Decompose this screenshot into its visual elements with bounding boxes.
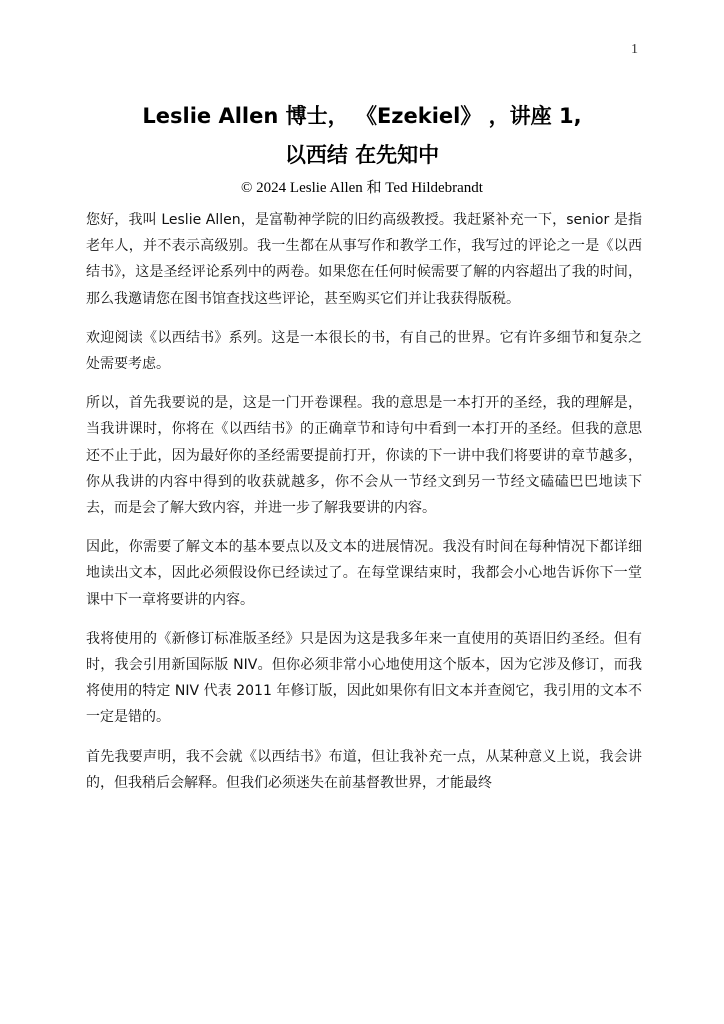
body-text	[86, 207, 642, 809]
paragraph-1: 您好，我叫 Leslie Allen，是富勒神学院的旧约高级教授。我赶紧补充一下，senior 是指老年人，并不表示高级别。我一生都在从事写作和教学工作，我写过的评论之一是《以西结书》，这是圣经评论系列中的两卷。如果您在任何时候需要了解的内容超出了我的时间，那么我邀请您在图书馆查找这些评论，甚至购买它们并让我获得版税。	[86, 212, 642, 307]
paragraph-3: 所以，首先我要说的是，这是一门开卷课程。我的意思是一本打开的圣经，我的理解是，当我讲课时，你将在《以西结书》的正确章节和诗句中看到一本打开的圣经。但我的意思还不止于此，因为最好你的圣经需要提前打开，你读的下一讲中我们将要讲的章节越多，你从我讲的内容中得到的收获就越多，你不会从一节经文到另一节经文磕磕巴巴地读下去，而是会了解大致内容，并进一步了解我要讲的内容。	[86, 395, 642, 517]
paragraph-2: 欢迎阅读《以西结书》系列。这是一本很长的书，有自己的世界。它有许多细节和复杂之处需要考虑。	[86, 329, 642, 373]
page-title-line-1: Leslie Allen 博士， 《Ezekiel》 ，讲座 1,	[142, 104, 582, 128]
copyright-notice: © 2024 Leslie Allen 和 Ted Hildebrandt	[241, 180, 483, 196]
paragraph-6: 首先我要声明，我不会就《以西结书》布道，但让我补充一点，从某种意义上说，我会讲的，但我稍后会解释。但我们必须迷失在前基督教世界，才能最终	[86, 748, 642, 791]
paragraph-5: 我将使用的《新修订标准版圣经》只是因为这是我多年来一直使用的英语旧约圣经。但有时，我会引用新国际版 NIV。但你必须非常小心地使用这个版本，因为它涉及修订，而我将使用的特定 NIV 代表 2011 年修订版，因此如果你有旧文本并查阅它，我引用的文本不一定是错的。	[86, 630, 642, 726]
page-title-line-2: 以西结 在先知中	[284, 143, 440, 167]
paragraph-4: 因此，你需要了解文本的基本要点以及文本的进展情况。我没有时间在每种情况下都详细地读出文本，因此必须假设你已经读过了。在每堂课结束时，我都会小心地告诉你下一堂课中下一章将要讲的内容。	[86, 539, 642, 608]
page-number: 1	[631, 42, 638, 57]
